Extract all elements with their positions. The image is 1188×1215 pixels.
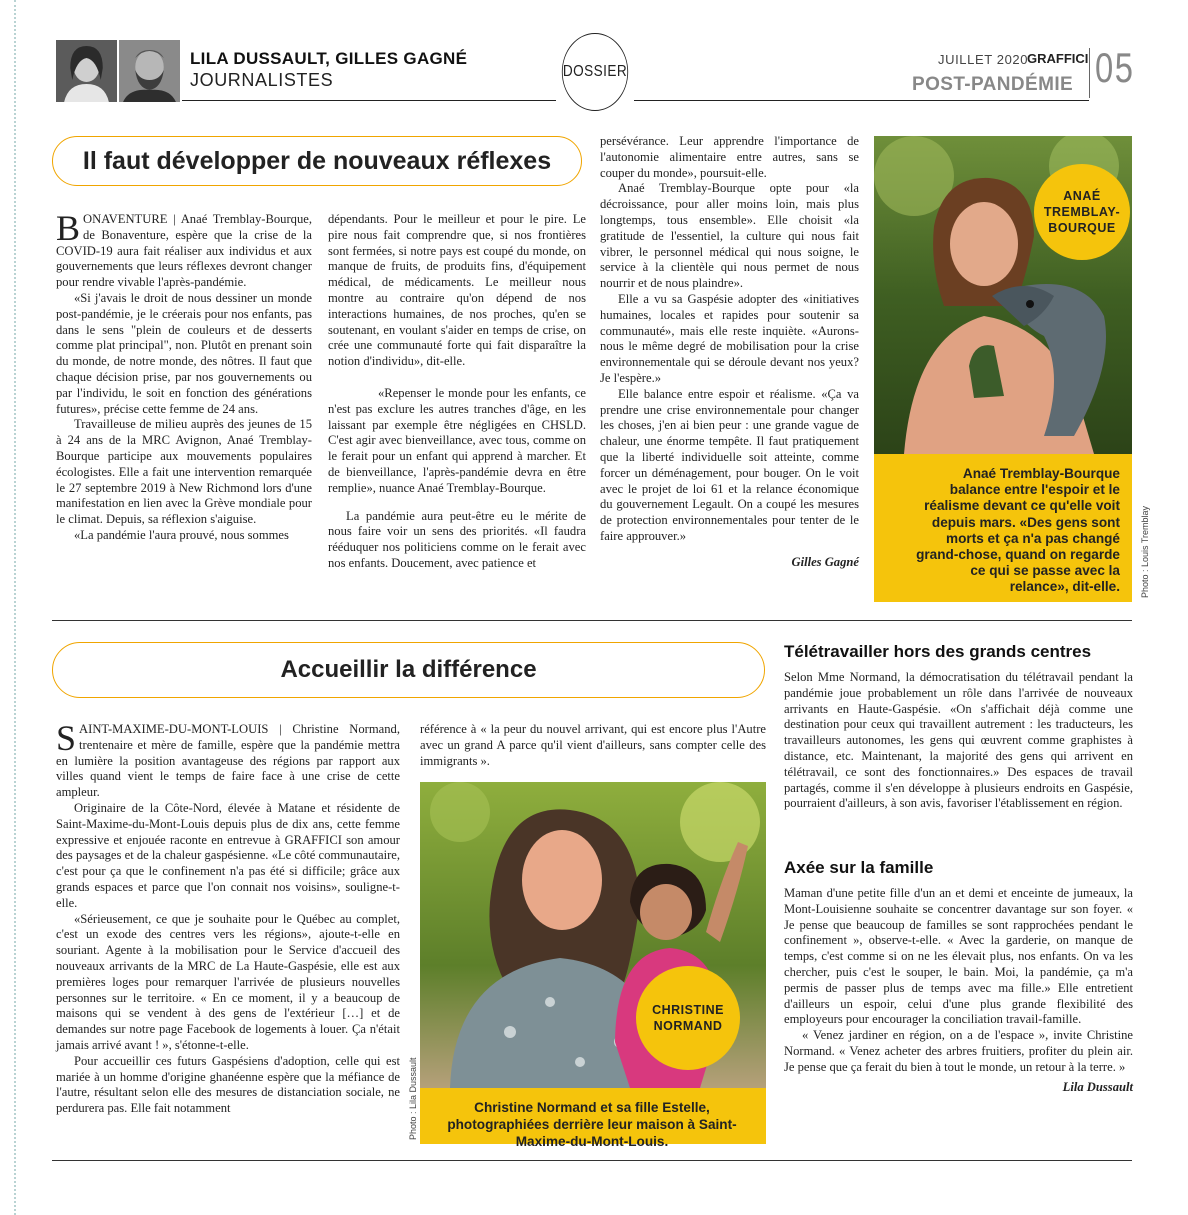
article2-p2: Originaire de la Côte-Nord, élevée à Matane et résidente de Saint-Maxime-du-Mont-Louis depuis plus de dix ans, cette femme expressive et enjouée raconte en entrevue à GRAFFICI son amour des paysages et de la chaleur gaspésienne. «Le côté communautaire, c'est pour ça que le confinement n'a pas été si difficile; grâce aux grands espaces et parce que l'on connait nos voisins», souligne-t-elle. — [56, 800, 400, 910]
article1-p11: Elle balance entre espoir et réalisme. «Ça va prendre une crise environnementale pour changer les choses, j'en ai bien peur : une grande vague de chaleur, une énorme tempête. Il faut pratiquement que la liberté individuelle soit atteinte, comme forcer un déménagement, pour bouger. On le voit avec le projet de loi 61 et la relance économique du gouvernement Legault. On a coupé les mesures de protection environnementales pour tenter de le faire approuver.» — [600, 386, 859, 543]
article2-col2-top — [420, 722, 766, 769]
author-photo-gilles — [119, 40, 180, 102]
article2-sub2-p1: Maman d'une petite fille d'un an et demi et enceinte de jumeaux, la Mont-Louisienne souhaite se concentrer davantage sur son foyer. « Je pense que beaucoup de familles se sont rapprochées pendant le confinement », observe-t-elle. « Avec la garderie, on manque de temps, c'est comme si on ne les élevait plus, nos enfants. On va les chercher, puis c'est le souper, le bain. Moi, la pandémie, ça m'a permis de passer plus de temps avec ma fille.» Elle entretient d'ailleurs un espoir, celui d'une plus grande flexibilité des employeurs pour encourager la conciliation travail-famille. — [784, 886, 1133, 1027]
article2-col1 — [56, 718, 400, 1117]
article2-dateline: AINT-MAXIME-DU-MONT-LOUIS — [79, 722, 269, 736]
article1-p9: Anaé Tremblay-Bourque opte pour «la décroissance, pour aller moins loin, mais plus longtemps, tous ensemble». Elle choisit «la gratitude de l'essentiel, la culture qui nous fait vibrer, le personnel médical qui nous soigne, le service à la clientèle qui nous permet de nous nourrir et de nous plaindre». — [600, 181, 859, 291]
article2-signature: Lila Dussault — [1062, 1079, 1133, 1094]
header-role: JOURNALISTES — [190, 70, 334, 90]
article2-title: Accueillir la différence — [52, 642, 765, 698]
subhead-famille: Axée sur la famille — [784, 858, 934, 877]
header-date: JUILLET 2020 — [938, 52, 1029, 67]
header-rule-left — [182, 100, 556, 101]
article1-p8: persévérance. Leur apprendre l'importance de l'autonomie alimentaire entre autres, sans se couper du monde», poursuit-elle. — [600, 134, 859, 180]
article1-p4: «La pandémie l'aura prouvé, nous sommes — [74, 527, 289, 542]
header-brand: GRAFFICI — [1027, 51, 1089, 66]
article1-p2: «Si j'avais le droit de nous dessiner un monde post-pandémie, je le créerais pour nos enfants, pas dans le sens "plein de couleurs et de desserts comme plat principal", non. Plutôt en prenant soin du monde, de notre monde, des nôtres. Il faut que chaque décision prise, par nos gouvernements ou par l'individu, le soit en fonction des générations futures», précise cette femme de 24 ans. — [56, 290, 312, 416]
article1-p10: Elle a vu sa Gaspésie adopter des «initiatives humaines, locales et rapides pour soutenir sa communauté», mais elle reste inquiète. «Aurons-nous le même degré de mobilisation pour la crise environnementale qui se déroule devant nos yeux? Je l'espère.» — [600, 291, 859, 385]
section-divider — [52, 620, 1132, 621]
article1-badge-text: ANAÉ TREMBLAY-BOURQUE — [1043, 189, 1121, 235]
article2-name-badge — [636, 966, 740, 1070]
article1-title: Il faut développer de nouveaux réflexes — [52, 136, 582, 186]
article1-col3 — [600, 134, 859, 571]
article2-col3-top — [784, 670, 1133, 812]
article1-col2 — [328, 212, 586, 572]
article1-p7: La pandémie aura peut-être eu le mérite de nous faire voir un sens des priorités. «Il faudra rééduquer nos politiciens comme on le ferait avec nos enfants. Doucement, avec patience et — [328, 508, 586, 570]
article2-badge-text: CHRISTINE NORMAND — [652, 1003, 724, 1033]
article2-col3-bottom — [784, 886, 1133, 1095]
article2-p3: «Sérieusement, ce que je souhaite pour le Québec au complet, c'est un exode des centres vers les régions», ajoute-t-elle en souriant. Agente à la mobilisation pour le Service d'accueil des nouveaux arrivants de la MRC de La Haute-Gaspésie, elle est aux premières loges pour remarquer l'arrivée de plusieurs nouvelles personnes sur le territoire. « En ce moment, il y a beaucoup de maisons qui se vendent à des gens de l'extérieur […] et de demandes sur notre page Facebook de logements à louer. Ça n'était jamais arrivé avant ! », s'étonne-t-elle. — [56, 911, 400, 1052]
header-divider — [1089, 48, 1090, 98]
author-photos — [56, 40, 180, 102]
header-section: POST-PANDÉMIE — [912, 74, 1074, 95]
article2-photo-credit: Photo : Lila Dussault — [408, 1057, 418, 1140]
header-rule-right — [634, 100, 1089, 101]
author-photo-lila — [56, 40, 117, 102]
page-number: 05 — [1095, 44, 1135, 91]
article2-p5: référence à « la peur du nouvel arrivant, qui est encore plus l'Autre avec un grand A parce qu'il vient d'ailleurs, sans compter celle des immigrants ». — [420, 722, 766, 768]
article1-name-badge — [1034, 164, 1130, 260]
article2-p4: Pour accueillir ces futurs Gaspésiens d'adoption, celle qui est mariée à un homme d'origine ghanéenne espère que la méfiance de l'autre, résultant selon elle des mesures de distanciation sociale, ne perdurera pas. Elle fait notamment — [56, 1053, 400, 1116]
article2-p1: | Christine Normand, trentenaire et mère de famille, espère que la pandémie mettra en lumière la position avantageuse des régions par rapport aux villes quand vient le temps de faire face à une crise de cette ampleur. — [56, 722, 400, 800]
subhead-teletravail: Télétravailler hors des grands centres — [784, 642, 1092, 661]
article2-sub1-p1: Selon Mme Normand, la démocratisation du télétravail pendant la pandémie joue probablement un rôle dans l'arrivée de nouveaux arrivants en Haute-Gaspésie. «On s'affichait déjà comme une destination pour ceux qui travaillent autrement : les traducteurs, les travailleurs autonomes, les gens qui œuvrent comme graphistes à distance, etc. Maintenant, la majorité des gens qui arrivent en télétravail, ce sont des fonctionnaires.» Des espaces de travail partagés, comme il s'en développe à plusieurs endroits en Gaspésie, pourraient d'ailleurs, à son avis, favoriser l'établissement en région. — [784, 670, 1133, 811]
article2-sub2-p2: « Venez jardiner en région, on a de l'espace », invite Christine Normand. « Venez acheter des arbres fruitiers, profiter du plein air. Je pense que ça ferait du bien à tout le monde, un retour à la terre. » — [784, 1028, 1133, 1074]
page-margin-dots — [14, 0, 16, 1215]
article1-p5: dépendants. Pour le meilleur et pour le pire. Le pire nous fait comprendre que, si nos frontières sont fermées, si notre pays est coupé du monde, on manque de fruits, de produits fins, d'équipement médical, de médicaments. Le meilleur nous montre au contraire qu'on dépend de nos interactions humaines, de nos proches, qu'en se soutenant, en voulant s'aider en temps de crise, on crée une communauté forte qui fait disparaître la notion d'individu», dit-elle. — [328, 212, 586, 369]
dossier-badge: DOSSIER — [562, 33, 628, 111]
article1-p3: Travailleuse de milieu auprès des jeunes de 15 à 24 ans de la MRC Avignon, Anaé Tremblay-Bourque participe aux mouvements populaires écologistes. Elle a fait une intervention remarquée le 27 septembre 2019 à New Richmond lors d'une manifestation en lien avec la Grève mondiale pour le climat. Depuis, sa réflexion s'aiguise. — [56, 417, 312, 527]
article2-caption: Christine Normand et sa fille Estelle, photographiées derrière leur maison à Saint-Maxime-du-Mont-Louis. — [420, 1088, 766, 1144]
article1-p1: | Anaé Tremblay-Bourque, de Bonaventure, espère que la crise de la COVID-19 aura fait réaliser aux individus et aux gouvernements que leurs réflexes devront changer pour rendre vivable l'après-pandémie. — [56, 212, 312, 290]
article1-caption: Anaé Tremblay-Bourque balance entre l'espoir et le réalisme devant ce qu'elle voit depuis mars. «Des gens sont morts et ça n'a pas changé grand-chose, quand on regarde ce qui se passe avec la relance», dit-elle. — [874, 454, 1132, 602]
article1-photo-credit: Photo : Louis Tremblay — [1140, 505, 1150, 598]
article1-signature: Gilles Gagné — [791, 554, 859, 569]
article2-dropcap: S — [56, 718, 77, 758]
article1-p6: «Repenser le monde pour les enfants, ce n'est pas exclure les autres tranches d'âge, en les laissant par exemple être négligées en CHSLD. C'est agir avec bienveillance, avec tous, comme on le ferait pour un enfant qui apprend à marcher. Et de bienveillance, l'après-pandémie devra en être remplie», nuance Anaé Tremblay-Bourque. — [328, 385, 586, 495]
header-authors: LILA DUSSAULT, GILLES GAGNÉ — [190, 49, 468, 68]
article1-dateline: ONAVENTURE — [83, 212, 168, 226]
bottom-rule — [52, 1160, 1132, 1161]
article1-dropcap: B — [56, 208, 81, 248]
article1-col1 — [56, 208, 312, 544]
